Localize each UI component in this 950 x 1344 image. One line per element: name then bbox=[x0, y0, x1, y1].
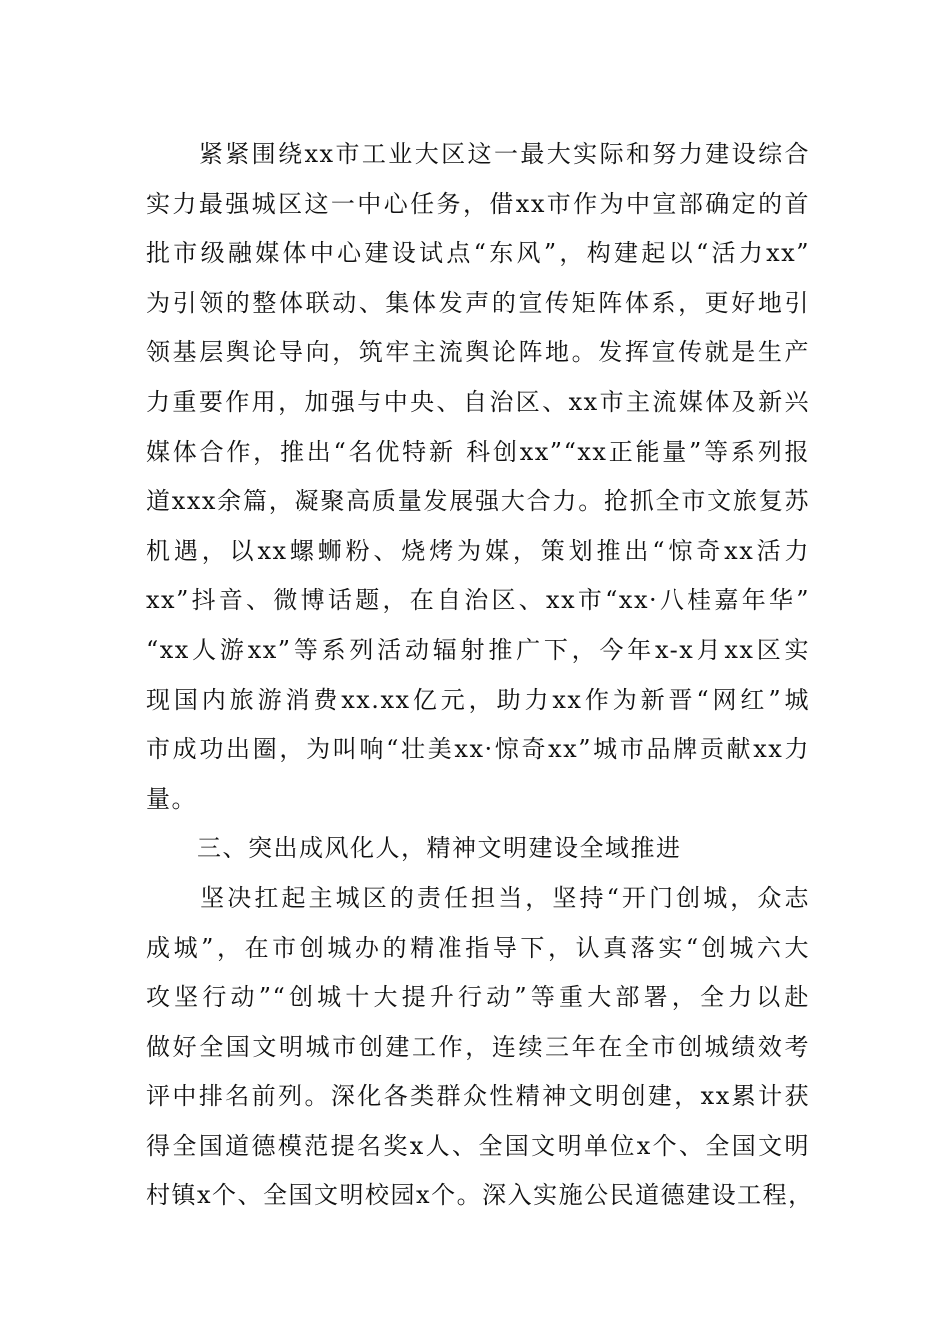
section-heading: 三、突出成风化人，精神文明建设全域推进 bbox=[146, 834, 682, 863]
text-line: 现国内旅游消费xx.xx亿元，助力xx作为新晋“网红”城 bbox=[146, 685, 810, 714]
text-line: 媒体合作，推出“名优特新 科创xx”“xx正能量”等系列报 bbox=[146, 437, 810, 466]
text-line: 实力最强城区这一中心任务，借xx市作为中宣部确定的首 bbox=[146, 189, 810, 218]
text-line: 做好全国文明城市创建工作，连续三年在全市创城绩效考 bbox=[146, 1032, 810, 1061]
document-body bbox=[146, 130, 814, 1221]
text-line: 力重要作用，加强与中央、自治区、xx市主流媒体及新兴 bbox=[146, 387, 810, 416]
text-line: 得全国道德模范提名奖x人、全国文明单位x个、全国文明 bbox=[146, 1131, 810, 1160]
paragraph-media-propaganda bbox=[146, 130, 810, 824]
text-line: 坚决扛起主城区的责任担当，坚持“开门创城，众志 bbox=[146, 883, 810, 912]
text-line: “xx人游xx”等系列活动辐射推广下，今年x-x月xx区实 bbox=[146, 635, 810, 664]
text-line: 领基层舆论导向，筑牢主流舆论阵地。发挥宣传就是生产 bbox=[146, 338, 810, 367]
text-line: 为引领的整体联动、集体发声的宣传矩阵体系，更好地引 bbox=[146, 288, 810, 317]
text-line: 紧紧围绕xx市工业大区这一最大实际和努力建设综合 bbox=[146, 140, 810, 168]
paragraph-civilization-building bbox=[146, 874, 814, 1221]
text-line: 成城”，在市创城办的精准指导下，认真落实“创城六大 bbox=[146, 933, 810, 962]
text-line: 机遇，以xx螺蛳粉、烧烤为媒，策划推出“惊奇xx活力 bbox=[146, 536, 810, 565]
text-line: 村镇x个、全国文明校园x个。深入实施公民道德建设工程， bbox=[146, 1181, 814, 1210]
text-line: xx”抖音、微博话题，在自治区、xx市“xx·八桂嘉年华” bbox=[146, 586, 810, 615]
text-line: 量。 bbox=[146, 784, 197, 813]
text-line: 道xxx余篇，凝聚高质量发展强大合力。抢抓全市文旅复苏 bbox=[146, 487, 810, 516]
text-line: 攻坚行动”“创城十大提升行动”等重大部署，全力以赴 bbox=[146, 983, 810, 1012]
text-line: 市成功出圈，为叫响“壮美xx·惊奇xx”城市品牌贡献xx力 bbox=[146, 735, 810, 764]
text-line: 批市级融媒体中心建设试点“东风”，构建起以“活力xx” bbox=[146, 239, 810, 268]
text-line: 评中排名前列。深化各类群众性精神文明创建，xx累计获 bbox=[146, 1082, 810, 1111]
